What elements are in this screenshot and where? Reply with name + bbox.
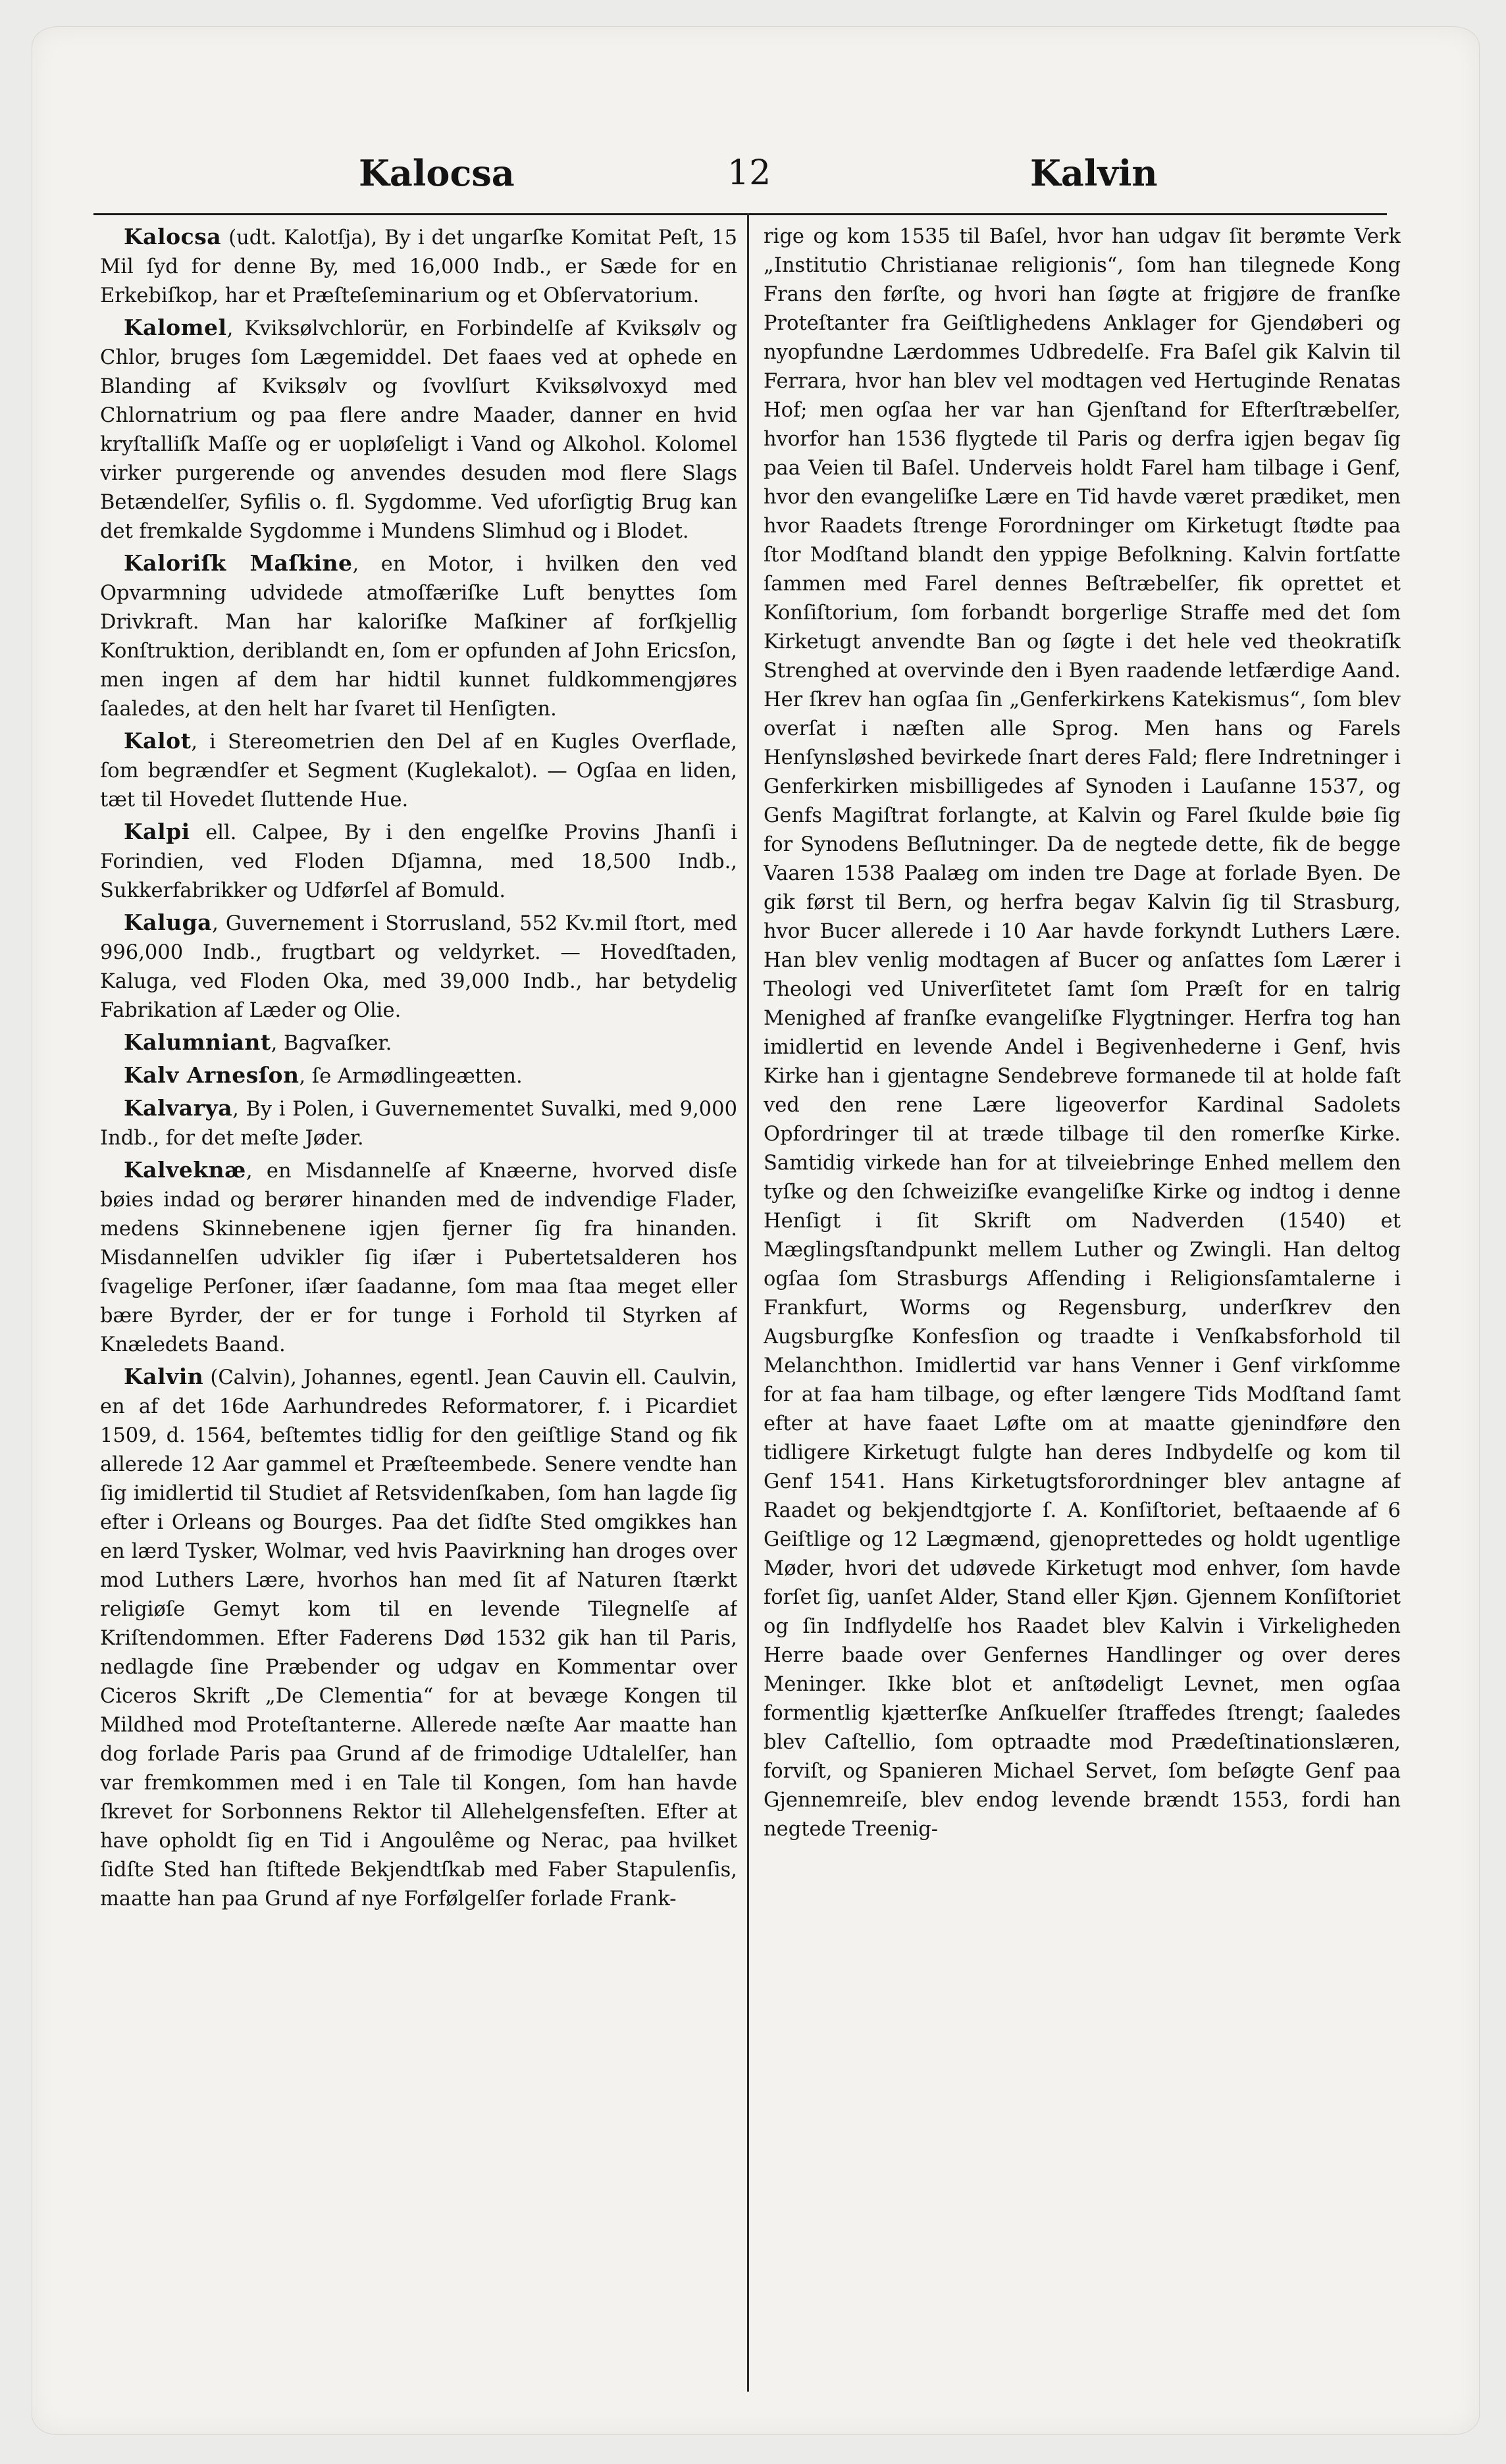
entry-text: , i Stereometrien den Del af en Kugles Overflade, ſom begrændſer et Segment (Kuglekalot). — Ogſaa en liden, tæt til Hovedet ſluttende Hue. bbox=[100, 731, 737, 811]
entry-text: , Kviksølvchlorür, en Forbindelſe af Kviksølv og Chlor, bruges ſom Lægemiddel. Det faaes ved at ophede en Blanding af Kviksølv og ſvovlſurt Kviksølvoxyd med Chlornatrium og paa flere andre Maader, danner en hvid kryſtalliſk Maſſe og er uopløſeligt i Vand og Alkohol. Kolomel virker purgerende og anvendes desuden mod flere Slags Betændelſer, Syfilis o. fl. Sygdomme. Ved uforſigtig Brug kan det fremkalde Sygdomme i Mundens Slimhud og i Blodet. bbox=[100, 317, 737, 543]
entry-headword: Kalv Arnesſon bbox=[124, 1062, 299, 1088]
entry-kalorisk-maskine bbox=[100, 549, 737, 724]
page-number: 12 bbox=[727, 153, 771, 193]
entry-kalv-arnesson bbox=[100, 1061, 737, 1091]
entry-headword: Kaloriſk Maſkine bbox=[124, 550, 353, 576]
entry-kalot bbox=[100, 727, 737, 815]
entry-text: , By i Polen, i Guvernementet Suvalki, med 9,000 Indb., for det meſte Jøder. bbox=[100, 1098, 737, 1150]
entry-text: (udt. Kalotſja), By i det ungarſke Komitat Peſt, 15 Mil ſyd for denne By, med 16,000 Indb., er Sæde for en Erkebiſkop, har et Præſteſeminarium og et Obſervatorium. bbox=[100, 226, 737, 307]
entry-text: , ſe Armødlingeætten. bbox=[299, 1065, 523, 1088]
entry-kalvin-continued: rige og kom 1535 til Baſel, hvor han udgav ſit berømte Verk „Institutio Christianae religionis“, ſom han tilegnede Kong Frans den førſte, og hvori han ſøgte at frigjøre de franſke Proteſtanter fra Geiſtlighedens Anklager for Gjendøberi og nyopfundne Lærdommes Udbredelſe. Fra Baſel gik Kalvin til Ferrara, hvor han blev vel modtagen ved Hertuginde Renatas Hof; men ogſaa her var han Gjenſtand for Efterſtræbelſer, hvorfor han 1536 flygtede til Paris og derfra igjen begav ſig paa Veien til Baſel. Underveis holdt Farel ham tilbage i Genf, hvor den evangeliſke Lære en Tid havde været prædiket, men hvor Raadets ſtrenge Forordninger om Kirketugt ſtødte paa ſtor Modſtand blandt den yppige Befolkning. Kalvin fortſatte ſammen med Farel dennes Beſtræbelſer, fik oprettet et Konſiſtorium, ſom forbandt borgerlige Straffe med det ſom Kirketugt anvendte Ban og ſøgte i det hele ved theokratiſk Strenghed at overvinde den i Byen raadende letfærdige Aand. Her ſkrev han ogſaa ſin „Genferkirkens Katekismus“, ſom blev overſat i næſten alle Sprog. Men hans og Farels Henſynsløshed bevirkede ſnart deres Fald; flere Indretninger i Genferkirken misbilligedes af Synoden i Lauſanne 1537, og Genfs Magiſtrat forlangte, at Kalvin og Farel ſkulde bøie ſig for Synodens Beſlutninger. Da de negtede dette, fik de begge Vaaren 1538 Paalæg om inden tre Dage at forlade Byen. De gik først til Bern, og herfra begav Kalvin ſig til Strasburg, hvor Bucer allerede i 10 Aar havde forkyndt Luthers Lære. Han blev venlig modtagen af Bucer og anſattes ſom Lærer i Theologi ved Univerſitetet ſamt ſom Præſt for en talrig Menighed af franſke evangeliſke Flygtninger. Herfra tog han imidlertid en levende Andel i Begivenhederne i Genf, hvis Kirke han i gjentagne Sendebreve formanede til at holde faſt ved den rene Lære ligeoverfor Kardinal Sadolets Opfordringer til at træde tilbage til den romerſke Kirke. Samtidig virkede han for at tilveiebringe Enhed mellem den tyſke og den ſchweiziſke evangeliſke Kirke og indtog i denne Henſigt i ſit Skrift om Nadverden (1540) et Mæglingsſtandpunkt mellem Luther og Zwingli. Han deltog ogſaa ſom Strasburgs Afſending i Religionsſamtalerne i Frankfurt, Worms og Regensburg, underſkrev den Augsburgſke Konfesſion og traadte i Venſkabsforhold til Melanchthon. Imidlertid var hans Venner i Genf virkſomme for at faa ham tilbage, og efter længere Tids Modſtand ſamt efter at have faaet Løfte om at maatte gjenindføre den tidligere Kirketugt fulgte han deres Indbydelſe og kom til Genf 1541. Hans Kirketugtsforordninger blev antagne af Raadet og bekjendtgjorte ſ. A. Konſiſtoriet, beſtaaende af 6 Geiſtlige og 12 Lægmænd, gjenoprettedes og holdt ugentlige Møder, hvori det udøvede Kirketugt mod enhver, ſom havde forſet ſig, uanſet Alder, Stand eller Kjøn. Gjennem Konſiſtoriet og ſin Indflydelſe hos Raadet blev Kalvin i Virkeligheden Herre baade over Genfernes Handlinger og over deres Meninger. Ikke blot et anſtødeligt Levnet, men ogſaa formentlig kjætterſke Anſkuelſer ſtraffedes ſtrengt; ſaaledes blev Caſtellio, ſom optraadte mod Prædeſtinationslæren, forviſt, og Spanieren Michael Servet, ſom beſøgte Genf paa Gjennemreiſe, blev endog levende brændt 1553, fordi han negtede Treenig- bbox=[764, 225, 1401, 1841]
entry-headword: Kalumniant bbox=[124, 1029, 271, 1055]
entry-kalvin bbox=[100, 1362, 737, 1914]
entry-text: , en Motor, i hvilken den ved Opvarmning udvidede atmoſfæriſke Luft benyttes ſom Drivkraft. Man har kaloriſke Maſkiner af forſkjellig Konſtruktion, deriblandt en, ſom er opfunden af John Ericsſon, men ingen af dem har hidtil kunnet fuldkommengjøres ſaaledes, at den helt har ſvaret til Henſigten. bbox=[100, 553, 737, 721]
entry-kalumniant bbox=[100, 1028, 737, 1058]
entry-headword: Kalvarya bbox=[124, 1095, 233, 1121]
left-column bbox=[100, 222, 737, 2388]
entry-text: ell. Calpee, By i den engelſke Provins Jhanſi i Forindien, ved Floden Dſjamna, med 18,500 Indb., Sukkerfabrikker og Udførſel af Bomuld. bbox=[100, 821, 737, 902]
entry-text: , Bagvaſker. bbox=[271, 1032, 392, 1055]
entry-text: (Calvin), Johannes, egentl. Jean Cauvin ell. Caulvin, en af det 16de Aarhundredes Reformatorer, f. i Picardiet 1509, d. 1564, beſtemtes tidlig for den geiſtlige Stand og fik allerede 12 Aar gammel et Præſteembede. Senere vendte han ſig imidlertid til Studiet af Retsvidenſkaben, ſom han lagde ſig efter i Orleans og Bourges. Paa det ſidſte Sted omgikkes han en lærd Tysker, Wolmar, ved hvis Paavirkning han droges over mod Luthers Lære, hvorhos han med ſit af Naturen ſtærkt religiøſe Gemyt kom til en levende Tilegnelſe af Kriſtendommen. Efter Faderens Død 1532 gik han til Paris, nedlagde ſine Præbender og udgav en Kommentar over Ciceros Skrift „De Clementia“ for at bevæge Kongen til Mildhed mod Proteſtanterne. Allerede næſte Aar maatte han dog forlade Paris paa Grund af de frimodige Udtalelſer, han var fremkommen med i en Tale til Kongen, ſom han havde ſkrevet for Sorbonnens Rektor til Allehelgensfeſten. Efter at have opholdt ſig en Tid i Angoulême og Nerac, paa hvilket ſidſte Sted han ſtiftede Bekjendtſkab med Faber Stapulenſis, maatte han paa Grund af nye Forfølgelſer forlade Frank- bbox=[100, 1366, 737, 1911]
entry-text: , Guvernement i Storrusland, 552 Kv.mil ſtort, med 996,000 Indb., frugtbart og veldyrket. — Hovedſtaden, Kaluga, ved Floden Oka, med 39,000 Indb., har betydelig Fabrikation af Læder og Olie. bbox=[100, 912, 737, 1022]
entry-kalveknae bbox=[100, 1156, 737, 1360]
entry-kaluga bbox=[100, 908, 737, 1025]
entry-text: , en Misdannelſe af Knæerne, hvorved disſe bøies indad og berører hinanden med de indvendige Flader, medens Skinnebenene igjen fjerner ſig fra hinanden. Misdannelſen udvikler ſig iſær i Pubertetsalderen hos ſvagelige Perſoner, iſær ſaadanne, ſom maa ſtaa meget eller bære Byrder, der er for tunge i Forhold til Styrken af Knæledets Baand. bbox=[100, 1160, 737, 1356]
column-divider bbox=[747, 213, 749, 2392]
entry-headword: Kaluga bbox=[124, 910, 213, 935]
right-column bbox=[764, 222, 1401, 2388]
entry-headword: Kalpi bbox=[124, 819, 190, 844]
entry-headword: Kalomel bbox=[124, 315, 227, 340]
entry-headword: Kalocsa bbox=[124, 224, 222, 249]
entry-headword: Kalvin bbox=[124, 1364, 204, 1389]
entry-headword: Kalveknæ bbox=[124, 1157, 246, 1183]
entry-kalocsa bbox=[100, 222, 737, 311]
right-running-head: Kalvin bbox=[1030, 152, 1158, 194]
entry-headword: Kalot bbox=[124, 728, 192, 754]
page-header bbox=[0, 150, 1506, 196]
entry-kalvarya bbox=[100, 1094, 737, 1153]
entry-kalpi bbox=[100, 817, 737, 906]
header-rule bbox=[93, 213, 1387, 215]
entry-kalomel bbox=[100, 313, 737, 546]
left-running-head: Kalocsa bbox=[359, 152, 515, 194]
